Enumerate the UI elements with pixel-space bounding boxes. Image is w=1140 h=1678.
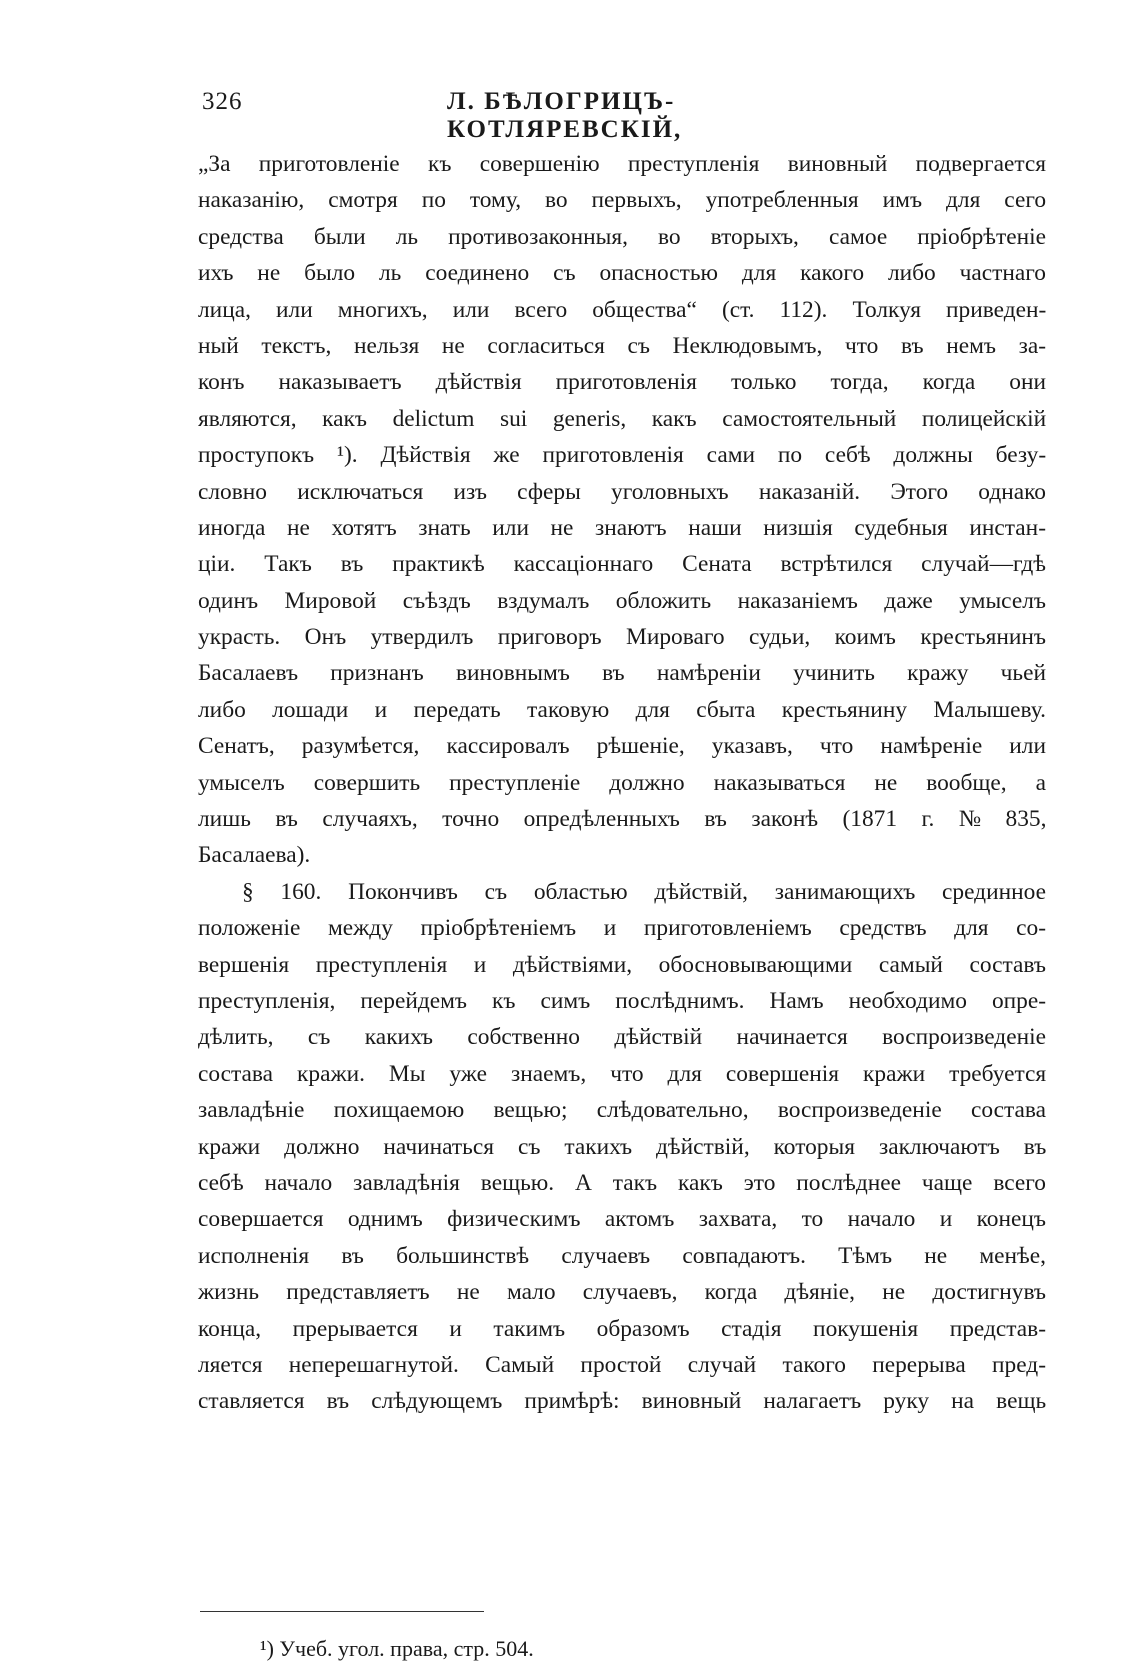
text-line: кражи должно начинаться съ такихъ дѣйствій, которыя заключаютъ въ: [198, 1133, 1047, 1160]
text-line: ихъ не было ль соединено съ опасностью для какого либо частнаго: [198, 260, 1046, 287]
text-line: лица, или многихъ, или всего общества“ (ст. 112). Толкуя приведен-: [198, 296, 1047, 323]
text-line: являются, какъ delictum sui generis, какъ самостоятельный полицейскій: [198, 405, 1047, 432]
text-line: иногда не хотятъ знать или не знаютъ наши низшія судебныя инстан-: [198, 514, 1046, 541]
text-line: наказанію, смотря по тому, во первыхъ, употребленныя имъ для сего: [198, 187, 1047, 214]
text-line: лишь въ случаяхъ, точно опредѣленныхъ въ законѣ (1871 г. № 835,: [198, 806, 1047, 833]
text-line: вершенія преступленія и дѣйствіями, обосновывающими самый составъ: [198, 951, 1046, 978]
page-header: [202, 88, 812, 143]
text-line: ляется неперешагнутой. Самый простой случай такого перерыва пред-: [198, 1351, 1046, 1378]
text-line: завладѣніе похищаемою вещью; слѣдовательно, воспроизведеніе состава: [198, 1097, 1046, 1124]
text-line: ставляется въ слѣдующемъ примѣрѣ: виновный налагаетъ руку на вещь: [198, 1388, 1047, 1415]
text-line: конъ наказываетъ дѣйствія приготовленія только тогда, когда они: [198, 369, 1046, 396]
text-line: дѣлить, съ какихъ собственно дѣйствій начинается воспроизведеніе: [198, 1024, 1046, 1051]
running-title: Л. БѢЛОГРИЦЪ-КОТЛЯРЕВСКІЙ,: [447, 88, 683, 143]
text-line: преступленія, перейдемъ къ симъ послѣднимъ. Намъ необходимо опре-: [198, 987, 1047, 1014]
text-line: „За приготовленіе къ совершенію преступленія виновный подвергается: [198, 151, 1046, 177]
page-number: 326: [202, 88, 243, 115]
text-line: исполненія въ большинствѣ случаевъ совпадаютъ. Тѣмъ не менѣе,: [198, 1242, 1046, 1269]
text-line: Басалаевъ признанъ виновнымъ въ намѣреніи учинить кражу чьей: [198, 660, 1046, 687]
text-line: украсть. Онъ утвердилъ приговоръ Мироваго судьи, коимъ крестьянинъ: [198, 624, 1047, 651]
text-line: одинъ Мировой съѣздъ вздумалъ обложить наказаніемъ даже умыселъ: [198, 587, 1046, 614]
text-line: Басалаева).: [198, 842, 311, 869]
text-line: конца, прерывается и такимъ образомъ стадія покушенія представ-: [198, 1315, 1046, 1342]
text-line: проступокъ ¹). Дѣйствія же приготовленія сами по себѣ должны безу-: [198, 442, 1047, 469]
text-line: либо лошади и передать таковую для сбыта крестьянину Малышеву.: [198, 696, 1046, 723]
text-line: положеніе между пріобрѣтеніемъ и приготовленіемъ средствъ для со-: [198, 915, 1046, 942]
text-line: ціи. Такъ въ практикѣ кассаціоннаго Сената встрѣтился случай—гдѣ: [198, 551, 1046, 578]
text-line: Сенатъ, разумѣется, кассировалъ рѣшеніе, указавъ, что намѣреніе или: [198, 733, 1046, 760]
text-line: жизнь представляетъ не мало случаевъ, когда дѣяніе, не достигнувъ: [198, 1279, 1046, 1306]
body-text: [198, 146, 1046, 1420]
text-line: средства были ль противозаконныя, во вторыхъ, самое пріобрѣтеніе: [198, 223, 1046, 250]
text-line: себѣ начало завладѣнія вещью. А такъ какъ это послѣднее чаще всего: [198, 1169, 1046, 1196]
section-heading-line: § 160. Покончивъ съ областью дѣйствій, занимающихъ срединное: [242, 878, 1046, 905]
footnote: ¹) Учеб. угол. права, стр. 504.: [260, 1636, 534, 1661]
text-line: состава кражи. Мы уже знаемъ, что для совершенія кражи требуется: [198, 1060, 1047, 1087]
text-line: ный текстъ, нельзя не согласиться съ Неклюдовымъ, что въ немъ за-: [198, 332, 1047, 359]
footnote-divider: [200, 1611, 484, 1612]
text-line: совершается однимъ физическимъ актомъ захвата, то начало и конецъ: [198, 1206, 1046, 1233]
text-line: словно исключаться изъ сферы уголовныхъ наказаній. Этого однако: [198, 478, 1046, 505]
text-line: умыселъ совершить преступленіе должно наказываться не вообще, а: [198, 769, 1046, 796]
